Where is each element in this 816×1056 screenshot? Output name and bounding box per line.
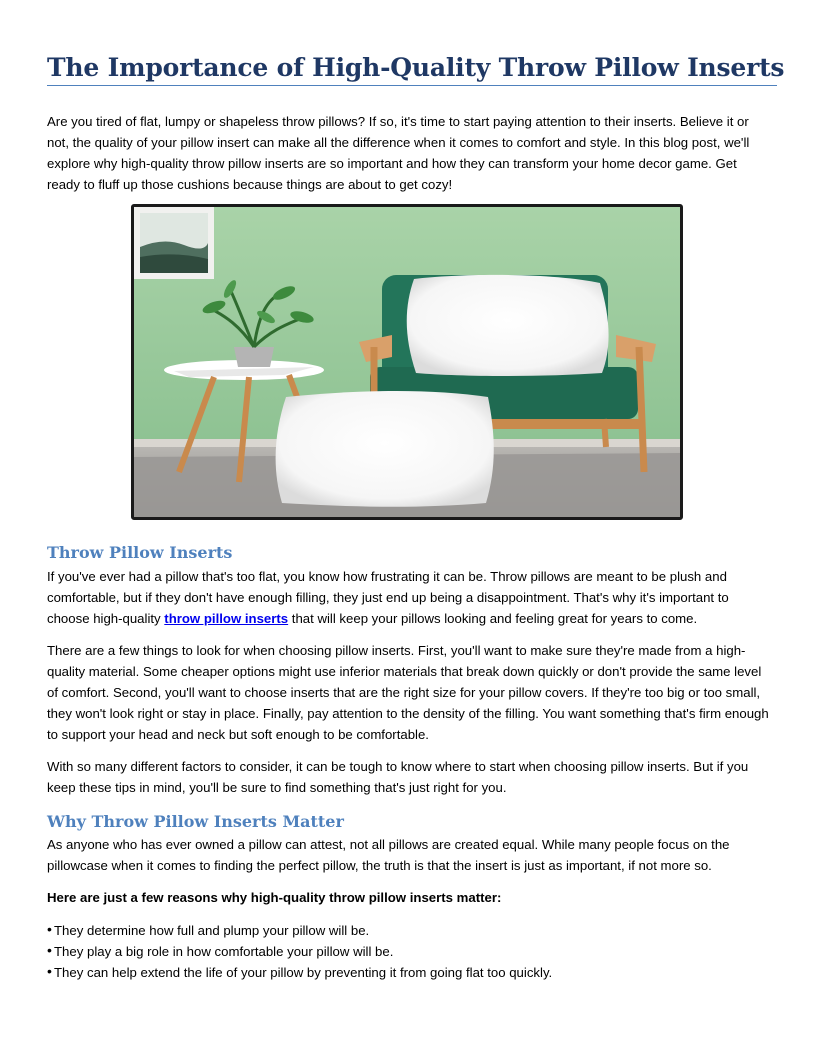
list-item bbox=[47, 920, 769, 941]
section2-lead-text: Here are just a few reasons why high-quality throw pillow inserts matter: bbox=[47, 890, 502, 905]
section1-paragraph-1 bbox=[47, 566, 769, 629]
paragraph-text: If you've ever had a pillow that's too flat, you know how frustrating it can be. Throw pillows are meant to be plush and comfortable, but if they don't have enough filling, they just end up being a disappointment. That's why it's important to choose high-quality bbox=[47, 569, 729, 626]
paragraph-text: that will keep your pillows looking and feeling great for years to come. bbox=[288, 611, 698, 626]
throw-pillow-inserts-link[interactable]: throw pillow inserts bbox=[164, 611, 289, 626]
list-item bbox=[47, 962, 769, 983]
section1-paragraph-3: With so many different factors to consider, it can be tough to know where to start when choosing pillow inserts. But if you keep these tips in mind, you'll be sure to find something that's just right for you. bbox=[47, 759, 749, 795]
intro-paragraph: Are you tired of flat, lumpy or shapeless throw pillows? If so, it's time to start paying attention to their inserts. Believe it or not, the quality of your pillow insert can make all the difference when it comes to comfort and style. In this blog post, we'll explore why high-quality throw pillow inserts are so important and how they can transform your home decor game. Get ready to fluff up those cushions because things are about to get cozy! bbox=[47, 114, 750, 192]
section1-paragraph-2: There are a few things to look for when choosing pillow inserts. First, you'll want to make sure they're made from a high- quality material. Some cheaper options might use inferior materials that break down quickly or don't provide the same level of comfort. Second, you'll want to choose inserts that are the right size for your pillow covers. If they're too big or too small, they won't look right or stay in place. Finally, pay attention to the density of the filling. You want something that's firm enough to support your head and neck but soft enough to be comfortable. bbox=[47, 643, 769, 742]
bullet-icon: • bbox=[47, 942, 52, 958]
page-title: The Importance of High-Quality Throw Pillow Inserts bbox=[47, 53, 785, 82]
hero-image bbox=[131, 204, 683, 520]
reasons-list bbox=[47, 920, 769, 983]
section-heading-why-inserts-matter: Why Throw Pillow Inserts Matter bbox=[47, 812, 344, 831]
bullet-icon: • bbox=[47, 963, 52, 979]
section2-paragraph-1: As anyone who has ever owned a pillow can attest, not all pillows are created equal. While many people focus on the pillowcase when it comes to finding the perfect pillow, the truth is that the insert is just as important, if not more so. bbox=[47, 837, 730, 873]
bullet-icon: • bbox=[47, 921, 52, 937]
section-heading-throw-pillow-inserts: Throw Pillow Inserts bbox=[47, 543, 233, 562]
hero-illustration bbox=[134, 207, 680, 517]
list-item-text: They can help extend the life of your pillow by preventing it from going flat too quickly. bbox=[54, 965, 553, 980]
list-item bbox=[47, 941, 769, 962]
title-underline bbox=[47, 85, 777, 86]
list-item-text: They play a big role in how comfortable your pillow will be. bbox=[54, 944, 394, 959]
list-item-text: They determine how full and plump your pillow will be. bbox=[54, 923, 370, 938]
